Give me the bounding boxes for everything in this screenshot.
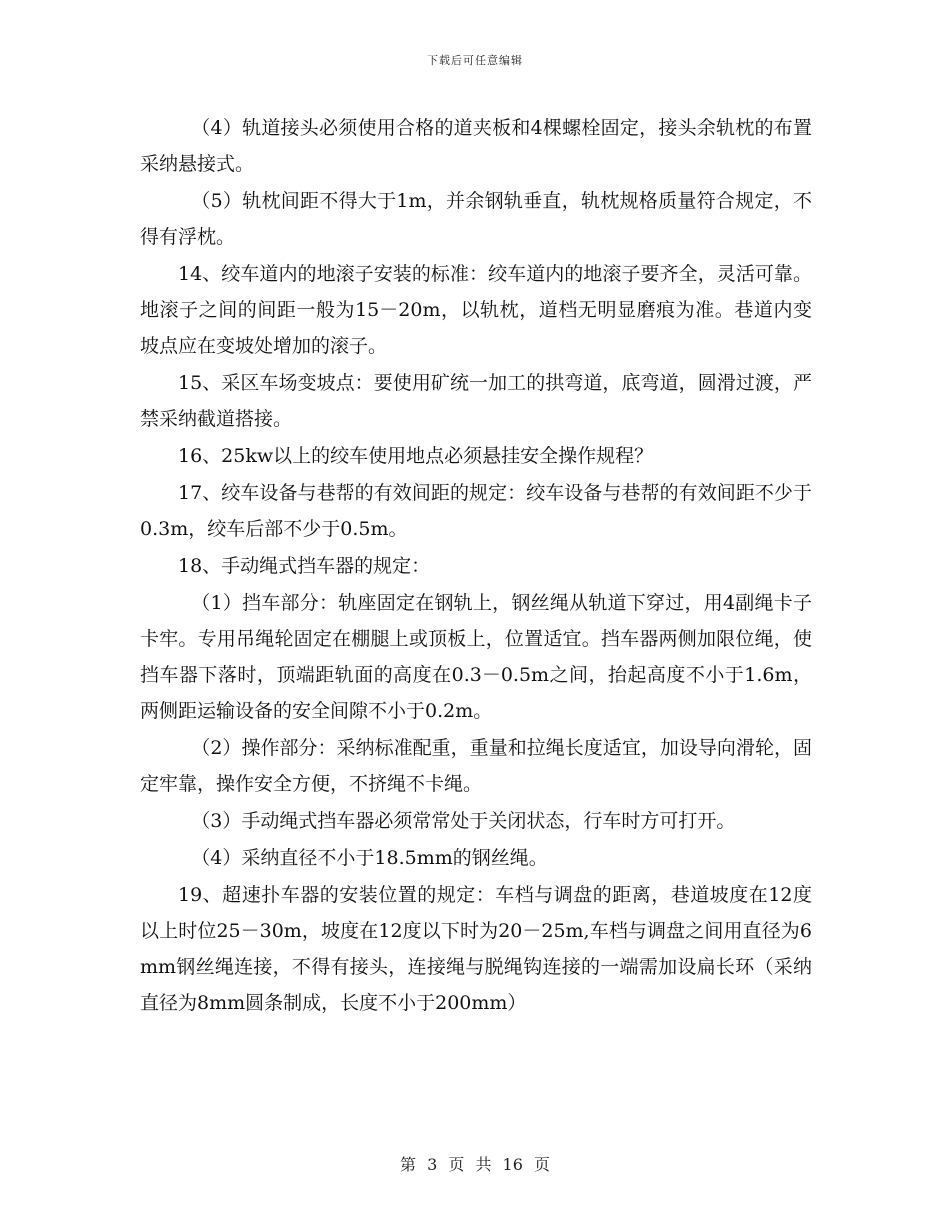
document-body bbox=[140, 110, 812, 1022]
paragraph-item-18-4: （4）采纳直径不小于18.5mm的钢丝绳。 bbox=[191, 847, 548, 869]
paragraph-item-18-2: （2）操作部分：采纳标准配重，重量和拉绳长度适宜，加设导向滑轮，固定牢靠，操作安全方便，不挤绳不卡绳。 bbox=[140, 737, 812, 795]
paragraph-item-15: 15、采区车场变坡点：要使用矿统一加工的拱弯道，底弯道，圆滑过渡，严禁采纳截道搭接。 bbox=[140, 372, 812, 430]
paragraph-item-19: 19、超速扑车器的安装位置的规定：车档与调盘的距离，巷道坡度在12度以上时位25－30m，坡度在12度以下时为20－25m,车档与调盘之间用直径为6mm钢丝绳连接，不得有接头，连接绳与脱绳钩连接的一端需加设扁长环（采纳直径为8mm圆条制成，长度不小于200mm） bbox=[140, 884, 812, 1014]
paragraph-rail-joint: （4）轨道接头必须使用合格的道夹板和4棵螺栓固定，接头余轨枕的布置采纳悬接式。 bbox=[140, 117, 812, 175]
paragraph-item-18: 18、手动绳式挡车器的规定： bbox=[178, 555, 431, 577]
paragraph-sleeper-spacing: （5）轨枕间距不得大于1m，并余钢轨垂直，轨枕规格质量符合规定，不得有浮枕。 bbox=[140, 190, 812, 248]
paragraph-item-18-3: （3）手动绳式挡车器必须常常处于关闭状态，行车时方可打开。 bbox=[191, 810, 736, 832]
paragraph-item-17: 17、绞车设备与巷帮的有效间距的规定：绞车设备与巷帮的有效间距不少于0.3m，绞车后部不少于0.5m。 bbox=[140, 482, 812, 540]
paragraph-item-14: 14、绞车道内的地滚子安装的标准：绞车道内的地滚子要齐全，灵活可靠。地滚子之间的间距一般为15－20m，以轨枕，道档无明显磨痕为准。巷道内变坡点应在变坡处增加的滚子。 bbox=[140, 263, 812, 357]
paragraph-item-18-1: （1）挡车部分：轨座固定在钢轨上，钢丝绳从轨道下穿过，用4副绳卡子卡牢。专用吊绳轮固定在棚腿上或顶板上，位置适宜。挡车器两侧加限位绳，使挡车器下落时，顶端距轨面的高度在0.3－0.5m之间，抬起高度不小于1.6m，两侧距运输设备的安全间隙不小于0.2m。 bbox=[140, 592, 812, 722]
page-number: 第 3 页 共 16 页 bbox=[400, 1155, 550, 1174]
page-header: 下载后可任意编辑 bbox=[427, 54, 523, 67]
paragraph-item-16: 16、25kw以上的绞车使用地点必须悬挂安全操作规程？ bbox=[178, 445, 654, 467]
